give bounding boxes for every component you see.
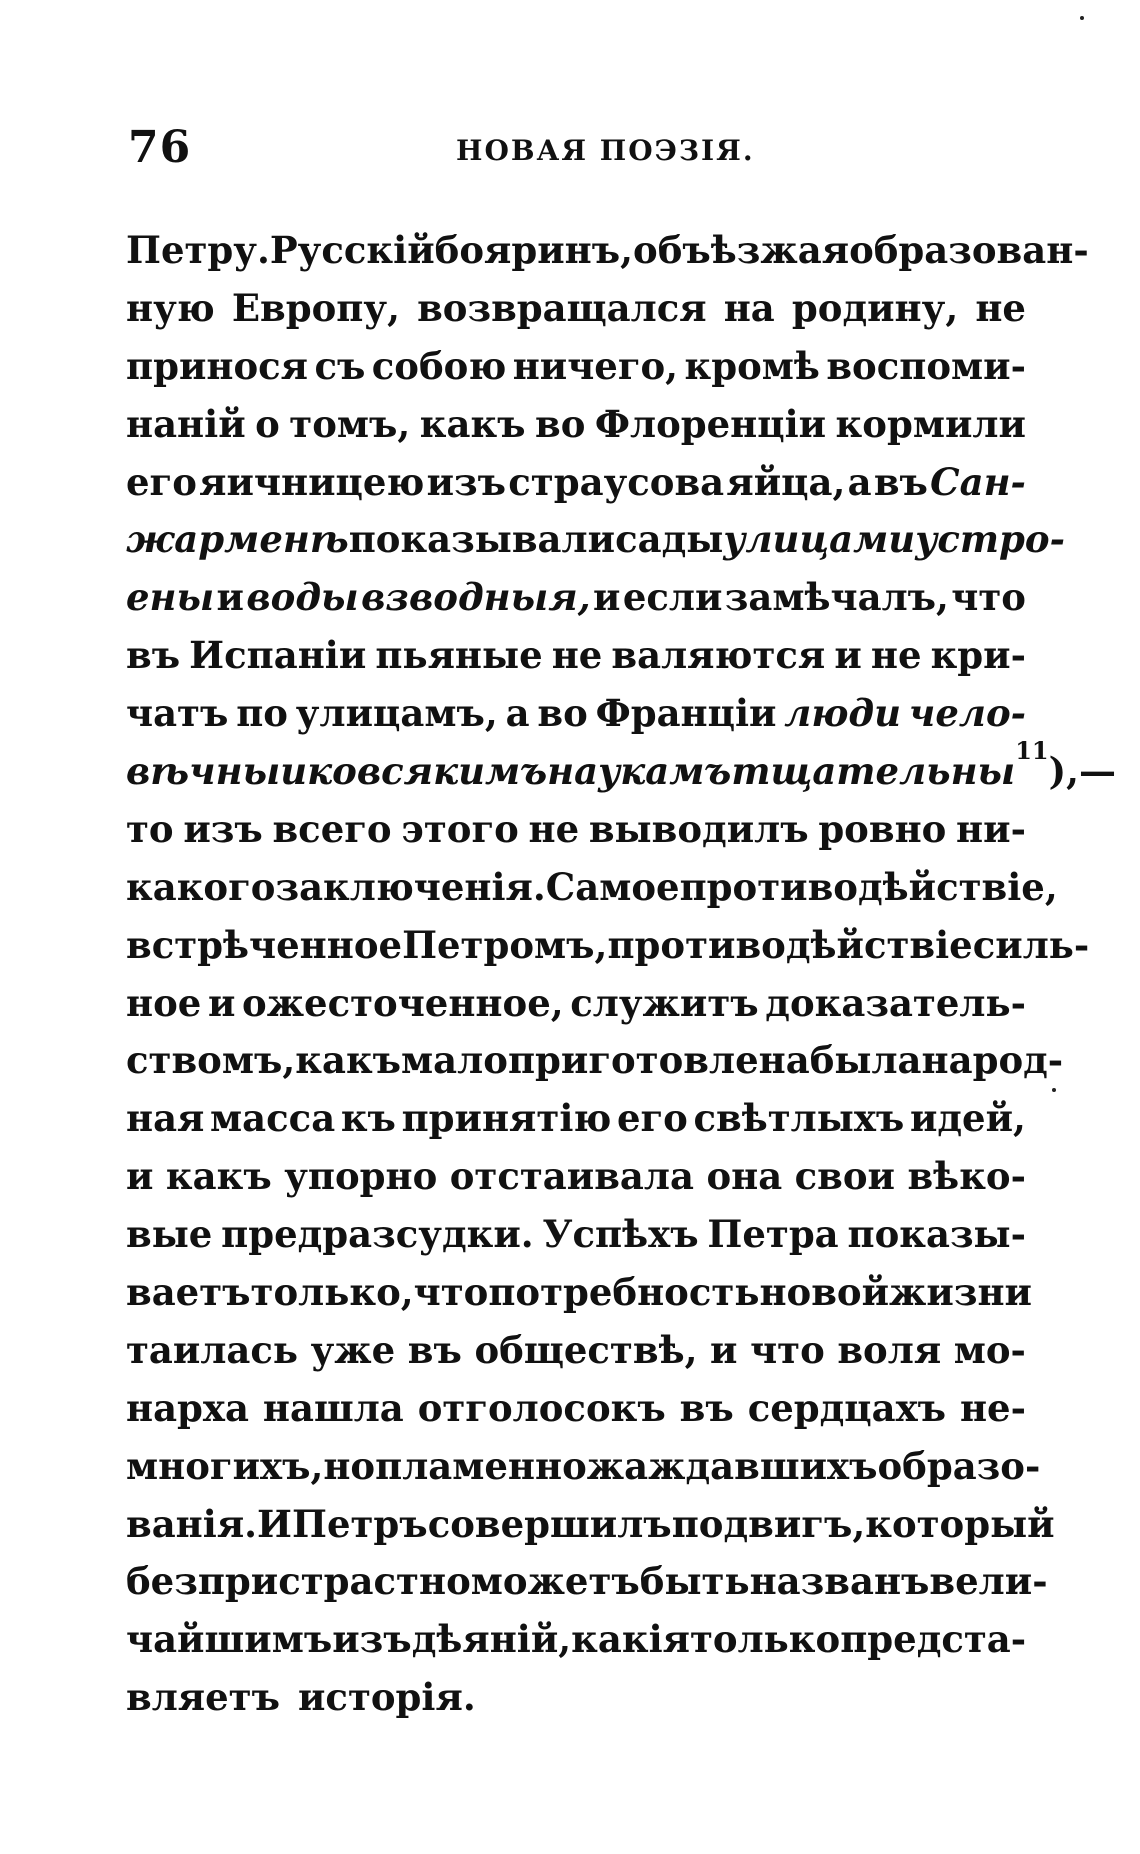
word: томъ, [289,401,411,446]
word: уже [310,1327,396,1372]
word: только, [250,1270,414,1315]
word: заключенія. [275,864,546,909]
word: въ [407,1327,462,1372]
word: ены [126,575,215,620]
word: взводныя, [361,575,591,620]
word: яйца, [726,459,846,504]
word: Сан- [930,459,1026,504]
text-line [126,338,1026,396]
word: сердцахъ [747,1385,947,1430]
word: сады [615,517,724,562]
word: обществѣ, [474,1327,698,1372]
word: ствомъ, [126,1038,296,1083]
word: тщательны [731,749,1016,794]
word: только [689,1617,841,1662]
word: ное [126,980,202,1025]
text-line [126,222,1089,280]
word: что [413,1270,489,1315]
word: Флоренціи [594,401,827,446]
word [1015,736,1117,801]
page-header [128,118,1024,178]
word: образо- [877,1443,1041,1488]
word: масса [210,1096,336,1141]
word: наній [126,401,246,446]
word: названъ [749,1559,930,1604]
word: народ- [921,1038,1064,1083]
page-number: 76 [128,122,192,173]
word: воды [246,575,359,620]
word: по [236,691,288,736]
word: ная [126,1096,205,1141]
text-line [126,1264,1032,1322]
word: безпристрастно [126,1559,471,1604]
word: если [622,575,723,620]
word: принося [126,343,309,388]
running-head: НОВАЯ ПОЭЗІЯ. [456,134,755,167]
word: изъ [332,1617,412,1662]
word: воспоми- [826,343,1026,388]
word: то [126,806,174,851]
word: мало [401,1038,508,1083]
word: страусова [508,459,725,504]
word: во [535,401,586,446]
text-line [126,1611,1026,1669]
word: валяются [611,633,826,678]
word: дѣяній, [411,1617,572,1662]
word: вляетъ [126,1675,280,1720]
word: Петру. [126,228,270,272]
word: воля [837,1327,942,1372]
word: родину, [791,285,959,330]
word: принятію [401,1096,612,1141]
word: свои [794,1154,895,1199]
text-line [126,917,1090,975]
word: устро- [915,517,1065,562]
word: ную [126,285,215,330]
word: выводилъ [588,806,809,851]
text-line [126,1496,1055,1554]
text-line [126,859,1058,917]
word: кри- [930,633,1026,678]
word: всего [272,806,392,851]
text-line [126,454,1026,512]
word: жаждавшихъ [586,1443,878,1488]
text-line [126,1322,1026,1380]
word: его [616,1096,688,1141]
footnote-ref: 11 [1015,736,1049,766]
word: что [750,1327,825,1372]
word: улицамъ, [295,691,498,736]
text-line [126,569,1026,627]
word: противодѣйствіе [607,922,973,967]
word: нарха [126,1385,249,1430]
word: быть [639,1559,750,1604]
word: возвращался [417,285,707,330]
text-line [126,1380,1026,1438]
word: отстаивала [449,1154,694,1199]
word: какъ [165,1154,272,1199]
word: ни- [956,806,1026,851]
footnote-punct: ),— [1048,749,1117,794]
word: не [870,633,922,678]
word: въ [873,459,928,504]
word: чатъ [126,691,229,736]
word: показывали [348,517,616,562]
word: въ [126,633,181,678]
word: образован- [849,228,1089,272]
word: наукамъ [547,749,732,794]
word: нашла [262,1385,404,1430]
word: Европу, [231,285,400,330]
text-line [126,801,1026,859]
word: показы- [847,1212,1026,1257]
word: люди [784,691,902,736]
word: вели- [929,1559,1048,1604]
word: пламенно [375,1443,587,1488]
word: Испаніи [189,633,367,678]
word: объѣзжая [633,228,850,272]
word: И [257,1501,293,1546]
word: новой [759,1270,890,1315]
word: пьяные [375,633,543,678]
word: о [255,401,280,446]
text-line [126,975,1026,1033]
word: ничего, [512,343,679,388]
print-speck [1080,16,1084,20]
word: Успѣхъ [542,1212,699,1257]
word: замѣчалъ, [724,575,949,620]
word: вѣко- [907,1154,1026,1199]
word: всякимъ [356,749,548,794]
text-line [126,1206,1026,1264]
word: какъ [295,1038,402,1083]
word: свѣтлыхъ [693,1096,905,1141]
word: яичницею [199,459,425,504]
word: и [126,1154,154,1199]
word: къ [340,1096,396,1141]
text-line [126,280,1026,338]
word: Петра [707,1212,839,1257]
word: она [706,1154,783,1199]
word: ваетъ [126,1270,251,1315]
word: не [528,806,580,851]
word: отголосокъ [417,1385,666,1430]
print-speck [1052,1088,1056,1092]
word: чайшимъ [126,1617,333,1662]
text-line [126,1438,1041,1496]
word: жарменѣ [126,517,349,562]
text-line [126,1090,1026,1148]
word: кромѣ [684,343,820,388]
word: таилась [126,1327,299,1372]
word: что [951,575,1026,620]
word: и [280,749,308,794]
word: совершилъ [427,1501,672,1546]
word: не [551,633,603,678]
word: не- [959,1385,1026,1430]
text-line [126,1032,1064,1090]
word: бояринъ, [434,228,634,272]
word: исторія. [297,1675,476,1720]
word: Петромъ, [402,922,608,967]
word: съ [314,343,366,388]
word: какъ [419,401,526,446]
word: и [834,633,862,678]
text-line [126,1553,1048,1611]
text-line [126,511,1065,569]
word: ванія. [126,1501,258,1546]
word: силь- [972,922,1090,967]
word: собою [371,343,507,388]
text-line [126,1148,1026,1206]
word: мо- [953,1327,1026,1372]
word: идей, [909,1096,1026,1141]
word: не [975,285,1026,330]
word: но [323,1443,376,1488]
word: вѣчны [126,749,281,794]
body-text [126,222,1117,1727]
word: Русскій [269,228,435,272]
word: и [216,575,244,620]
word: служитъ [570,980,759,1025]
word: предста- [840,1617,1027,1662]
word: а [505,691,530,736]
text-line [126,627,1026,685]
word: многихъ, [126,1443,324,1488]
word: ко [307,749,357,794]
word: предразсудки. [221,1212,534,1257]
word: Петръ [292,1501,428,1546]
word: противодѣйствіе, [679,864,1058,909]
word: чело- [908,691,1026,736]
word: въ [679,1385,734,1430]
word: можетъ [470,1559,640,1604]
word: какія [571,1617,690,1662]
word: ожесточенное, [242,980,564,1025]
word: и [207,980,236,1025]
word: жизни [889,1270,1032,1315]
word: и [710,1327,738,1372]
text-line [126,1669,1026,1727]
word: доказатель- [765,980,1026,1025]
word: кормили [835,401,1026,446]
word: потребность [488,1270,760,1315]
text-line [126,685,1026,743]
word: Самое [545,864,680,909]
word: на [723,285,775,330]
word: упорно [284,1154,438,1199]
word: изъ [426,459,507,504]
word: Франціи [595,691,777,736]
word: приготовлена [507,1038,810,1083]
word: изъ [183,806,263,851]
word: который [865,1501,1055,1546]
word: и [593,575,621,620]
text-line [126,736,1117,801]
word: встрѣченное [126,922,403,967]
word: какого [126,864,276,909]
text-line [126,396,1026,454]
word: а [847,459,872,504]
word: во [537,691,588,736]
word: его [126,459,197,504]
word: была [809,1038,922,1083]
word: вые [126,1212,213,1257]
word: улицами [723,517,916,562]
word: этого [401,806,519,851]
word: подвигъ, [671,1501,866,1546]
word: ровно [818,806,947,851]
